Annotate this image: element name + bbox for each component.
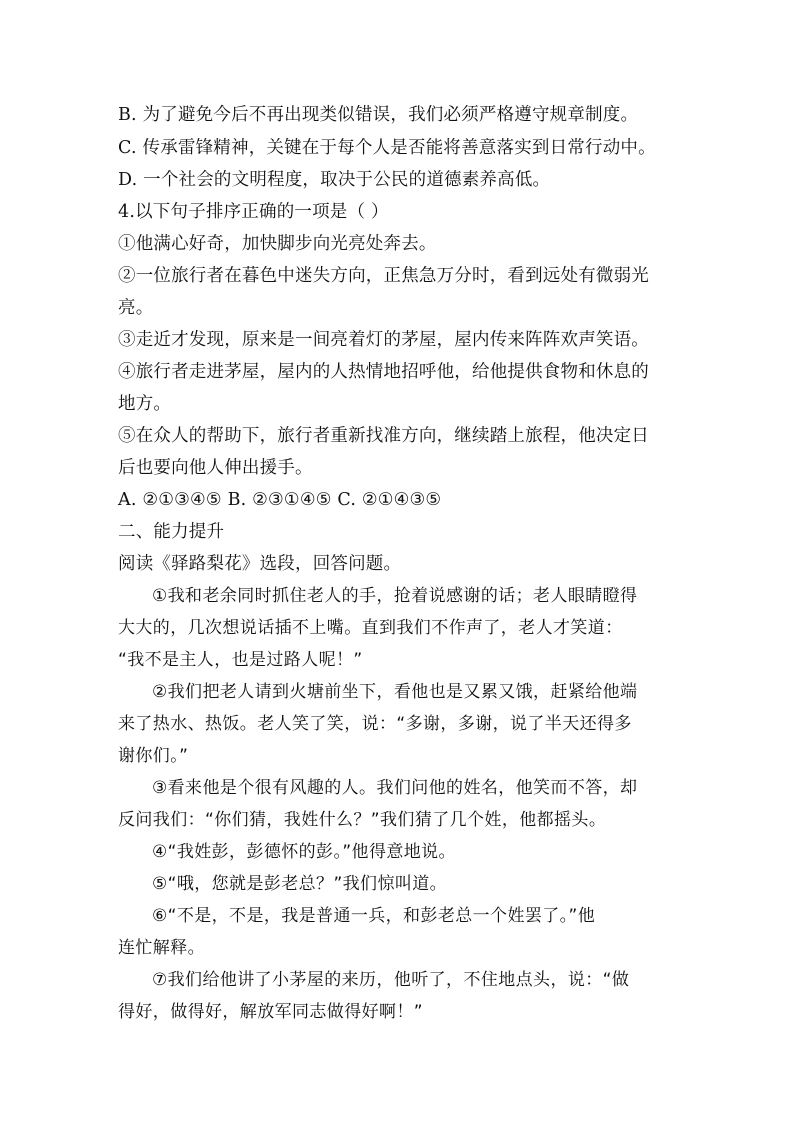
passage-p1-line-2: 大大的，几次想说话插不上嘴。直到我们不作声了，老人才笑道：	[118, 618, 623, 638]
passage-p1-line-1: ①我和老余同时抓住老人的手，抢着说感谢的话；老人眼睛瞪得	[152, 586, 638, 606]
sentence-5-line-2: 后也要向他人伸出援手。	[118, 458, 313, 478]
sentence-3: ③走近才发现，原来是一间亮着灯的茅屋，屋内传来阵阵欢声笑语。	[118, 330, 649, 350]
passage-p3-line-2: 反问我们：“你们猜，我姓什么？”我们猜了几个姓，他都摇头。	[118, 810, 607, 830]
passage-p4: ④“我姓彭，彭德怀的彭。”他得意地说。	[152, 842, 456, 862]
passage-p6-line-2: 连忙解释。	[118, 938, 205, 958]
passage-p7-line-2: 得好，做得好，解放军同志做得好啊！”	[118, 1002, 424, 1022]
passage-p2-line-3: 谢你们。”	[118, 746, 189, 766]
passage-p5: ⑤“哦，您就是彭老总？”我们惊叫道。	[152, 874, 448, 894]
passage-p3-line-1: ③看来他是个很有风趣的人。我们问他的姓名，他笑而不答，却	[152, 778, 638, 798]
sentence-4-line-2: 地方。	[118, 394, 172, 414]
sentence-2-line-1: ②一位旅行者在暮色中迷失方向，正焦急万分时，看到远处有微弱光	[118, 266, 649, 286]
passage-p1-line-3: “我不是主人，也是过路人呢！”	[118, 650, 363, 670]
passage-p6-line-1: ⑥“不是，不是，我是普通一兵，和彭老总一个姓罢了。”他	[152, 906, 596, 926]
option-d: D. 一个社会的文明程度，取决于公民的道德素养高低。	[118, 170, 551, 190]
passage-p2-line-2: 来了热水、热饭。老人笑了笑，说：“多谢，多谢，说了半天还得多	[118, 714, 632, 734]
section-heading: 二、能力提升	[118, 522, 225, 542]
sentence-5-line-1: ⑤在众人的帮助下，旅行者重新找准方向，继续踏上旅程，他决定日	[118, 426, 649, 446]
option-c: C. 传承雷锋精神，关键在于每个人是否能将善意落实到日常行动中。	[118, 138, 656, 158]
question4-choices: A. ②①③④⑤ B. ②③①④⑤ C. ②①④③⑤	[118, 490, 442, 510]
passage-p7-line-1: ⑦我们给他讲了小茅屋的来历，他听了，不住地点头，说：“做	[152, 970, 630, 990]
option-b: B. 为了避免今后不再出现类似错误，我们必须严格遵守规章制度。	[118, 105, 639, 125]
reading-instruction: 阅读《驿路梨花》选段，回答问题。	[118, 554, 402, 574]
question4-stem: 4.以下句子排序正确的一项是（ ）	[118, 202, 389, 222]
sentence-2-line-2: 亮。	[118, 298, 154, 318]
passage-p2-line-1: ②我们把老人请到火塘前坐下，看他也是又累又饿，赶紧给他端	[152, 682, 638, 702]
sentence-1: ①他满心好奇，加快脚步向光亮处奔去。	[118, 234, 437, 254]
sentence-4-line-1: ④旅行者走进茅屋，屋内的人热情地招呼他，给他提供食物和休息的	[118, 362, 649, 382]
